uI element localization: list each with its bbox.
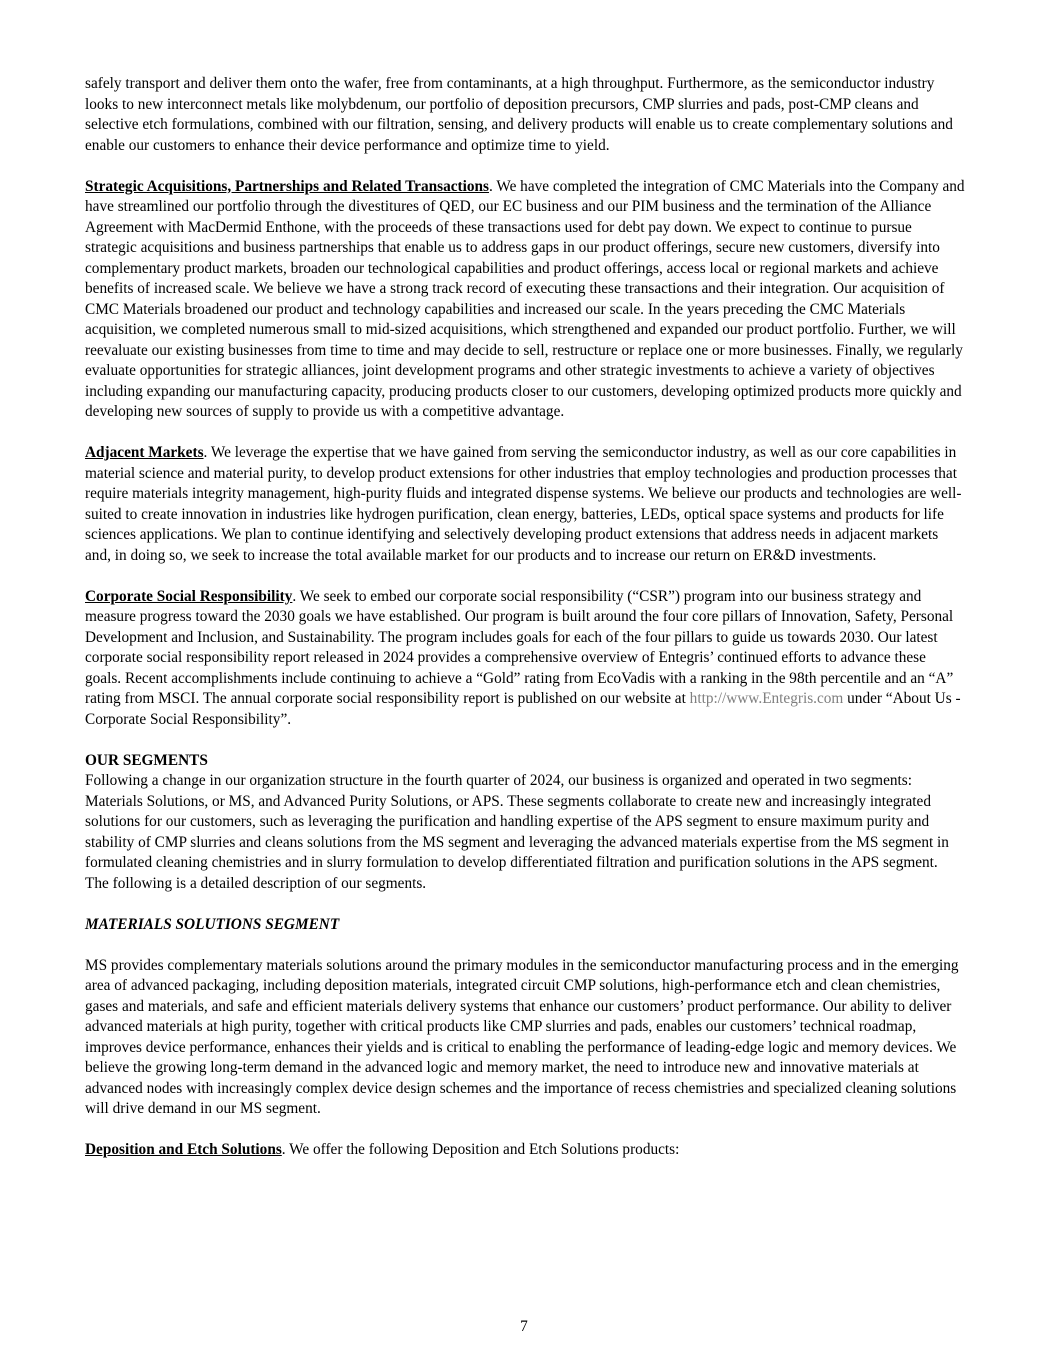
deposition-etch-paragraph: [85, 1140, 965, 1161]
csr-paragraph: [85, 587, 965, 731]
deposition-etch-lead: Deposition and Etch Solutions: [85, 1141, 282, 1158]
segments-paragraph: Following a change in our organization structure in the fourth quarter of 2024, our business is organized and operated in two segments: Materials Solutions, or MS, and Advanced Purity Solutions, or APS. These segments collaborate to create new and increasingly integrated solutions for our customers, such as leveraging the purification and handling expertise of the APS segment to ensure maximum purity and stability of CMP slurries and cleans solutions from the MS segment and leveraging the advanced materials expertise from the MS segment in formulated cleaning chemistries and in slurry formulation to develop differentiated filtration and purification solutions in the APS segment. The following is a detailed description of our segments.: [85, 772, 949, 892]
csr-lead: Corporate Social Responsibility: [85, 587, 293, 605]
adjacent-markets-lead: Adjacent Markets: [85, 444, 204, 461]
acquisitions-lead: Strategic Acquisitions, Partnerships and Related Transactions: [85, 177, 489, 195]
adjacent-markets-paragraph: [85, 443, 965, 566]
csr-tail: under “About Us - Corporate Social Responsibility”.: [85, 690, 961, 728]
our-segments-heading: OUR SEGMENTS: [85, 751, 208, 769]
deposition-etch-body: . We offer the following Deposition and Etch Solutions products:: [281, 1141, 680, 1158]
adjacent-markets-body: . We leverage the expertise that we have gained from serving the semiconductor industry, as well as our core capabilities in material science and material purity, to develop product extensions for other industries that employ technologies and production processes that require materials integrity management, high-purity fluids and integrated dispense systems. We believe our products and technologies are well-suited to create innovation in industries like hydrogen purification, clean energy, batteries, LEDs, optical space systems and products for life sciences applications. We plan to continue identifying and selectively developing product extensions that address needs in adjacent markets and, in doing so, we seek to increase the total available market for our products and to increase our return on ER&D investments.: [85, 444, 962, 564]
document-page: [85, 74, 965, 1181]
intro-paragraph: safely transport and deliver them onto the wafer, free from contaminants, at a high throughput. Furthermore, as the semiconductor industry looks to new interconnect metals like molybdenum, our portfolio of deposition precursors, CMP slurries and pads, post-CMP cleans and selective etch formulations, combined with our filtration, sensing, and delivery products will enable us to create complementary solutions and enable our customers to enhance their device performance and optimize time to yield.: [85, 75, 953, 154]
csr-body: . We seek to embed our corporate social responsibility (“CSR”) program into our business strategy and measure progress toward the 2030 goals we have established. Our program is built around the four core pillars of Innovation, Safety, Personal Development and Inclusion, and Sustainability. The program includes goals for each of the four pillars to guide us towards 2030. Our latest corporate social responsibility report released in 2024 provides a comprehensive overview of Entegris’ continued efforts to advance these goals. Recent accomplishments include continuing to achieve a “Gold” rating from EcoVadis with a ranking in the 98th percentile and an “A” rating from MSCI. The annual corporate social responsibility report is published on our website at: [85, 587, 954, 707]
entegris-website-link[interactable]: http://www.Entegris.com: [689, 690, 844, 707]
materials-solutions-heading: MATERIALS SOLUTIONS SEGMENT: [85, 915, 340, 933]
materials-solutions-paragraph: MS provides complementary materials solutions around the primary modules in the semiconductor manufacturing process and in the emerging area of advanced packaging, including deposition materials, integrated circuit CMP solutions, high-performance etch and clean chemistries, gases and materials, and safe and efficient materials delivery systems that enhance our customers’ product performance. Our ability to deliver advanced materials at high purity, together with critical products like CMP slurries and pads, enables our customers’ technical roadmap, improves device performance, enhances their yields and is critical to enabling the performance of leading-edge logic and memory devices. We believe the growing long-term demand in the advanced logic and memory market, the need to introduce new and innovative materials at advanced nodes with increasingly complex device design schemes and the importance of recess chemistries and specialized cleaning solutions will drive demand in our MS segment.: [85, 956, 959, 1117]
page-number: 7: [520, 1318, 528, 1335]
acquisitions-body: . We have completed the integration of CMC Materials into the Company and have streamlined our portfolio through the divestitures of QED, our EC business and our PIM business and the termination of the Alliance Agreement with MacDermid Enthone, with the proceeds of these transactions used for debt pay down. We expect to continue to pursue strategic acquisitions and business partnerships that enable us to address gaps in our product offerings, secure new customers, diversify into complementary product markets, broaden our technological capabilities and product offerings, access local or regional markets and achieve benefits of increased scale. We believe we have a strong track record of executing these transactions and their integration. Our acquisition of CMC Materials broadened our product and technology capabilities and increased our scale. In the years preceding the CMC Materials acquisition, we completed numerous small to mid-sized acquisitions, which strengthened and expanded our product portfolio. Further, we will reevaluate our existing businesses from time to time and may decide to sell, restructure or replace one or more businesses. Finally, we regularly evaluate opportunities for strategic alliances, joint development programs and other strategic investments to achieve a variety of objectives including expanding our manufacturing capacity, producing products closer to our customers, developing optimized products more quickly and developing new sources of supply to provide us with a competitive advantage.: [85, 177, 965, 420]
acquisitions-paragraph: [85, 177, 965, 423]
